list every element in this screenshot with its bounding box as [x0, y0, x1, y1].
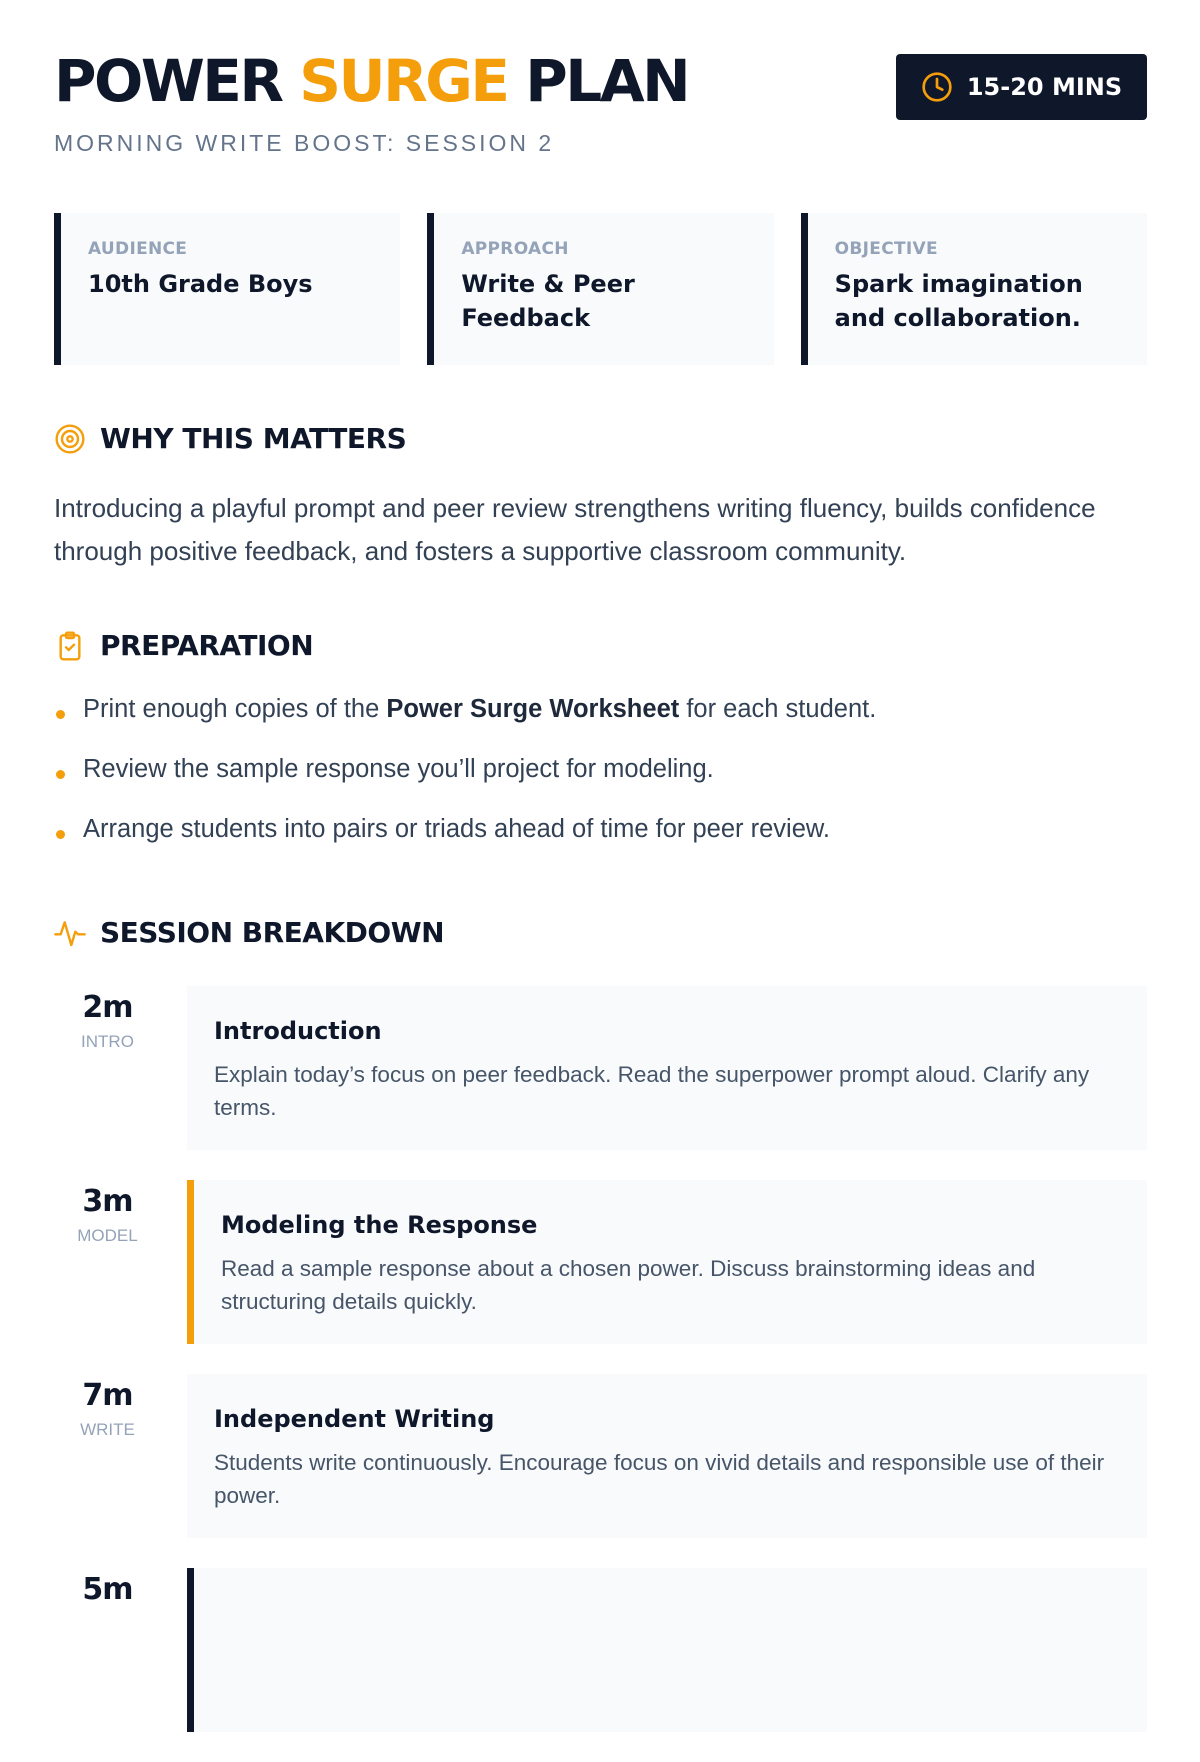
prep-item-2-text: Review the sample response you’ll project for modeling.	[83, 755, 714, 783]
step-peer-review	[54, 1568, 1147, 1732]
list-item	[54, 752, 876, 812]
objective-label: OBJECTIVE	[834, 239, 938, 259]
objective-value: Spark imagination and collaboration.	[834, 270, 1083, 332]
target-icon	[54, 423, 86, 455]
step-description: Students write continuously. Encourage focus on vivid details and responsible use of their power.	[214, 1450, 1105, 1508]
preparation-heading-label: PREPARATION	[100, 629, 314, 662]
clock-icon	[921, 71, 953, 103]
objective-card	[801, 213, 1147, 365]
activity-pulse-icon	[54, 917, 86, 949]
step-model	[54, 1180, 1147, 1344]
audience-value: 10th Grade Boys	[88, 270, 313, 298]
step-intro	[54, 986, 1147, 1150]
audience-label: AUDIENCE	[88, 239, 188, 259]
preparation-heading	[54, 629, 313, 662]
why-heading-label: WHY THIS MATTERS	[100, 422, 407, 455]
step-title: Introduction	[214, 1017, 382, 1045]
step-minutes: 3m	[82, 1184, 133, 1219]
step-minutes: 5m	[82, 1572, 133, 1607]
step-card-active	[187, 1180, 1147, 1344]
list-item	[54, 692, 876, 752]
breakdown-heading	[54, 916, 444, 949]
prep-item-1-after: for each student.	[679, 695, 877, 723]
step-tag: WRITE	[80, 1420, 135, 1439]
step-card	[187, 986, 1147, 1150]
clipboard-check-icon	[54, 630, 86, 662]
step-time	[54, 1184, 161, 1246]
step-card	[187, 1568, 1147, 1732]
step-write	[54, 1374, 1147, 1538]
breakdown-heading-label: SESSION BREAKDOWN	[100, 916, 445, 949]
step-minutes: 7m	[82, 1378, 133, 1413]
bullet-dot	[56, 770, 65, 779]
step-time	[54, 1378, 161, 1440]
prep-item-1-before: Print enough copies of the	[83, 695, 387, 723]
approach-label: APPROACH	[461, 239, 569, 259]
header	[54, 0, 1147, 200]
step-title: Independent Writing	[214, 1405, 495, 1433]
session-timeline	[54, 986, 1147, 1762]
step-tag: MODEL	[77, 1226, 138, 1245]
approach-card	[427, 213, 773, 365]
approach-value: Write & Peer Feedback	[461, 270, 635, 332]
duration-label: 15-20 MINS	[966, 73, 1123, 101]
step-description: Read a sample response about a chosen power. Discuss brainstorming ideas and structuring details quickly.	[221, 1256, 1036, 1314]
info-cards	[54, 213, 1147, 365]
bullet-dot	[56, 830, 65, 839]
page-title	[54, 47, 689, 115]
step-tag: INTRO	[81, 1032, 134, 1051]
step-time	[54, 990, 161, 1052]
step-time	[54, 1572, 161, 1614]
why-heading	[54, 422, 406, 455]
title-part-3: PLAN	[507, 47, 689, 115]
duration-badge	[896, 54, 1147, 120]
prep-item-3-text: Arrange students into pairs or triads ahead of time for peer review.	[83, 815, 830, 843]
page-subtitle: MORNING WRITE BOOST: SESSION 2	[54, 130, 555, 156]
title-part-1: POWER	[54, 47, 300, 115]
title-part-2: SURGE	[299, 47, 508, 115]
step-minutes: 2m	[82, 990, 133, 1025]
why-text: Introducing a playful prompt and peer review strengthens writing fluency, builds confidence through positive feedback, and fosters a supportive classroom community.	[54, 493, 1096, 566]
list-item	[54, 812, 876, 872]
bullet-dot	[56, 710, 65, 719]
step-description: Explain today’s focus on peer feedback. Read the superpower prompt aloud. Clarify any terms.	[214, 1062, 1090, 1120]
step-title: Modeling the Response	[221, 1211, 538, 1239]
audience-card	[54, 213, 400, 365]
prep-item-1-bold: Power Surge Worksheet	[386, 695, 680, 723]
step-card	[187, 1374, 1147, 1538]
preparation-list	[54, 692, 876, 872]
lesson-plan-page	[54, 0, 1147, 1607]
